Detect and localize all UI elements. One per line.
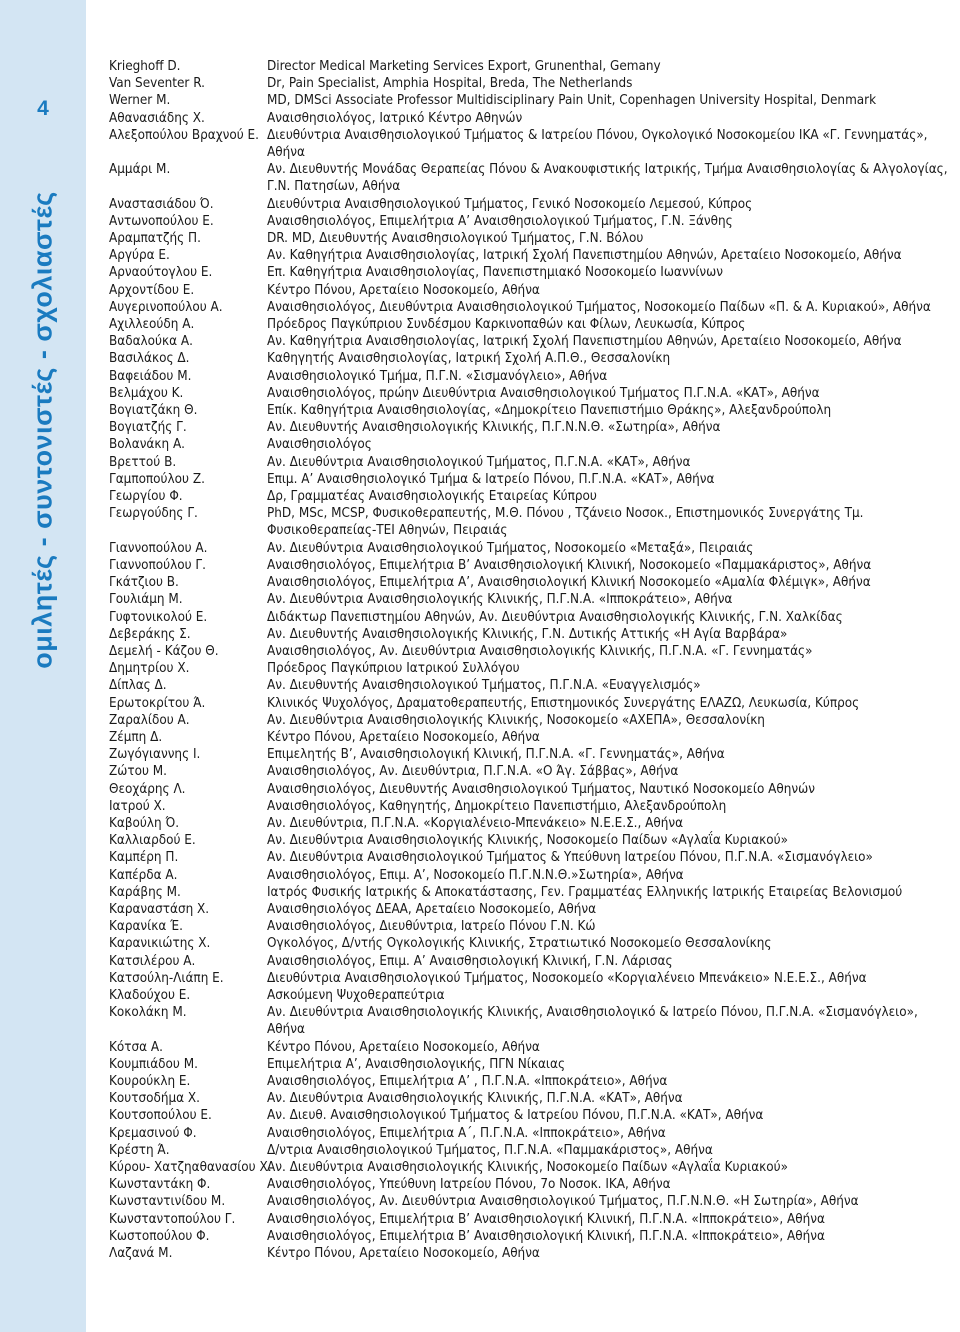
speaker-affiliation: Αν. Διευθύντρια, Π.Γ.Ν.Α. «Κοργιαλένειο-Μπενάκειο» Ν.Ε.Ε.Σ., Αθήνα [267, 815, 684, 831]
speaker-affiliation: Αν. Διευθυντής Μονάδας Θεραπείας Πόνου & Ανακουφιστικής Ιατρικής, Τμήμα Αναισθησιολογίας & Αλγολογίας, Γ.Ν. Πατησίων, Αθήνα [267, 162, 948, 195]
speaker-entry [109, 1159, 949, 1176]
speaker-affiliation: Αναισθησιολόγος, Διευθύντρια Αναισθησιολογικού Τμήματος, Νοσοκομείο Παίδων «Π. & Α. Κυριακού», Αθήνα [267, 299, 931, 315]
speaker-entry [109, 1056, 949, 1073]
speaker-affiliation: Αν. Διευθ. Αναισθησιολογικού Τμήματος & Ιατρείου Πόνου, Π.Γ.Ν.Α. «ΚΑΤ», Αθήνα [267, 1108, 764, 1124]
speaker-affiliation: Ογκολόγος, Δ/ντής Ογκολογικής Κλινικής, Στρατιωτικό Νοσοκομείο Θεσσαλονίκης [267, 936, 772, 952]
speaker-name: Βαδαλούκα Α. [109, 334, 193, 350]
speaker-name: Κοκολάκη Μ. [109, 1005, 187, 1021]
speaker-entry [109, 264, 949, 281]
speaker-name: Κουτσοδήμα Χ. [109, 1091, 201, 1107]
speaker-affiliation: Αν. Διευθυντής Αναισθησιολογικής Κλινικής, Π.Γ.Ν.Ν.Θ. «Σωτηρία», Αθήνα [267, 420, 721, 436]
speaker-affiliation: Αναισθησιολόγος, Επιμελήτρια Β’ Αναισθησιολογική Κλινική, Π.Γ.Ν.Α. «Ιπποκράτειο», Αθήνα [267, 1228, 825, 1244]
speaker-name: Αλεξοπούλου Βραχνού Ε. [109, 127, 259, 143]
speaker-affiliation: Πρόεδρος Παγκύπριου Ιατρικού Συλλόγου [267, 661, 520, 677]
speaker-entry [109, 867, 949, 884]
speaker-affiliation: Κέντρο Πόνου, Αρεταίειο Νοσοκομείο, Αθήνα [267, 1039, 540, 1055]
speaker-entry [109, 695, 949, 712]
speaker-entry [109, 591, 949, 608]
speaker-entry [109, 746, 949, 763]
speaker-affiliation: Αναισθησιολόγος, Επιμελήτρια Α’ Αναισθησιολογικού Τμήματος, Γ.Ν. Ξάνθης [267, 213, 733, 229]
speaker-affiliation: Director Medical Marketing Services Export, Grunenthal, Gemany [267, 59, 661, 74]
speaker-affiliation: Αναισθησιολόγος, Επιμ. Α’, Νοσοκομείο Π.Γ.Ν.Ν.Θ.»Σωτηρία», Αθήνα [267, 867, 684, 883]
speaker-entry [109, 402, 949, 419]
speaker-entry [109, 953, 949, 970]
speaker-entry [109, 677, 949, 694]
speaker-name: Γιαννοπούλου Γ. [109, 557, 206, 573]
speaker-name: Γεωργίου Φ. [109, 489, 183, 505]
speaker-affiliation: Αναισθησιολόγος, Αν. Διευθύντρια, Π.Γ.Ν.Α. «Ο Άγ. Σάββας», Αθήνα [267, 764, 679, 780]
speaker-affiliation: MD, DMSci Associate Professor Multidisciplinary Pain Unit, Copenhagen University Hospital, Denmark [267, 93, 877, 109]
speaker-entry [109, 1107, 949, 1124]
speaker-entry [109, 110, 949, 127]
speaker-name: Γυφτονικολού Ε. [109, 609, 208, 625]
speaker-entry [109, 161, 949, 195]
speaker-entry [109, 505, 949, 539]
speaker-entry [109, 1228, 949, 1245]
speaker-entry [109, 58, 949, 75]
speaker-affiliation: Δ/ντρια Αναισθησιολογικού Τμήματος, Π.Γ.Ν.Α. «Παμμακάριστος», Αθήνα [267, 1142, 713, 1158]
speaker-entry [109, 230, 949, 247]
speaker-name: Κατσιλέρου Α. [109, 953, 196, 969]
speaker-entry [109, 557, 949, 574]
speaker-name: Γιαννοπούλου Α. [109, 540, 208, 556]
speaker-name: Καβούλη Ό. [109, 815, 180, 831]
speaker-name: Ζωγόγιαννης Ι. [109, 747, 201, 763]
speaker-entry [109, 436, 949, 453]
sidebar-title: ομιλητές - συντονιστές - σχολιαστές [27, 191, 58, 669]
speaker-entry [109, 1211, 949, 1228]
speaker-entry [109, 350, 949, 367]
speaker-affiliation: Αναισθησιολόγος, πρώην Διευθύντρια Αναισθησιολογικού Τμήματος Π.Γ.Ν.Α. «ΚΑΤ», Αθήνα [267, 385, 820, 401]
speaker-name: Κουρούκλη Ε. [109, 1073, 191, 1089]
speaker-affiliation: Αν. Διευθύντρια Αναισθησιολογικού Τμήματος, Π.Γ.Ν.Α. «ΚΑΤ», Αθήνα [267, 454, 691, 470]
speaker-name: Καρανικιώτης Χ. [109, 936, 211, 952]
speaker-name: Κωνσταντινίδου Μ. [109, 1194, 226, 1210]
page-number: 4 [37, 97, 49, 120]
speaker-entry [109, 316, 949, 333]
speaker-entry [109, 901, 949, 918]
speaker-name: Κρεμασινού Φ. [109, 1125, 197, 1141]
speaker-affiliation: Αναισθησιολόγος, Επιμελήτρια Β’ Αναισθησιολογική Κλινική, Π.Γ.Ν.Α. «Ιπποκράτειο», Αθήνα [267, 1211, 825, 1227]
speaker-entry [109, 815, 949, 832]
speaker-entry [109, 849, 949, 866]
speaker-affiliation: Αναισθησιολόγος, Αν. Διευθύντρια Αναισθησιολογικού Τμήματος, Π.Γ.Ν.Ν.Θ. «Η Σωτηρία», Αθήνα [267, 1194, 859, 1210]
speaker-name: Αθανασιάδης Χ. [109, 110, 205, 126]
speaker-affiliation: Αν. Καθηγήτρια Αναισθησιολογίας, Ιατρική Σχολή Πανεπιστημίου Αθηνών, Αρεταίειο Νοσοκομείο, Αθήνα [267, 248, 902, 264]
speaker-entry [109, 333, 949, 350]
speaker-entry [109, 213, 949, 230]
speaker-name: Γαμποπούλου Ζ. [109, 471, 205, 487]
speaker-affiliation: Ιατρός Φυσικής Ιατρικής & Αποκατάστασης, Γεν. Γραμματέας Ελληνικής Ιατρικής Εταιρείας Βελονισμού [267, 884, 903, 900]
speaker-name: Βαφειάδου Μ. [109, 368, 192, 384]
speaker-affiliation: Αν. Διευθύντρια Αναισθησιολογικού Τμήματος & Υπεύθυνη Ιατρείου Πόνου, Π.Γ.Ν.Α. «Σισμανόγλειο» [267, 850, 873, 866]
speaker-name: Αναστασιάδου Ό. [109, 196, 214, 212]
speaker-name: Αμμάρι Μ. [109, 162, 171, 178]
speaker-entry [109, 368, 949, 385]
speaker-affiliation: Διευθύντρια Αναισθησιολογικού Τμήματος, Γενικό Νοσοκομείο Λεμεσού, Κύπρος [267, 196, 753, 212]
speaker-entry [109, 609, 949, 626]
speaker-affiliation: Επιμ. Α’ Αναισθησιολογικό Τμήμα & Ιατρείο Πόνου, Π.Γ.Ν.Α. «ΚΑΤ», Αθήνα [267, 471, 715, 487]
speaker-entry [109, 540, 949, 557]
speaker-affiliation: Αναισθησιολόγος, Επιμελήτρια Β’ Αναισθησιολογική Κλινική, Νοσοκομείο «Παμμακάριστος», Αθήνα [267, 557, 872, 573]
speaker-name: Κρέστη Ά. [109, 1142, 170, 1158]
speaker-entry [109, 574, 949, 591]
speaker-affiliation: Αν. Διευθύντρια Αναισθησιολογικής Κλινικής, Νοσοκομείο «ΑΧΕΠΑ», Θεσσαλονίκη [267, 712, 765, 728]
speaker-entry [109, 987, 949, 1004]
speaker-entry [109, 832, 949, 849]
speaker-affiliation: Αναισθησιολόγος, Ιατρικό Κέντρο Αθηνών [267, 110, 523, 126]
speaker-affiliation: Αν. Διευθύντρια Αναισθησιολογικής Κλινικής, Νοσοκομείο Παίδων «Αγλαΐα Κυριακού» [267, 833, 788, 849]
speaker-entry [109, 763, 949, 780]
speaker-affiliation: Αν. Διευθύντρια Αναισθησιολογικής Κλινικής, Αναισθησιολογικό & Ιατρείο Πόνου, Π.Γ.Ν.Α. «Σισμανόγλειο», Αθήνα [267, 1005, 918, 1038]
speaker-name: Βογιατζάκη Θ. [109, 403, 198, 419]
speaker-affiliation: Αν. Διευθυντής Αναισθησιολογικού Τμήματος, Π.Γ.Ν.Α. «Ευαγγελισμός» [267, 678, 701, 694]
speaker-entry [109, 419, 949, 436]
speaker-affiliation: Επιμελητής Β’, Αναισθησιολογική Κλινική, Π.Γ.Ν.Α. «Γ. Γεννηματάς», Αθήνα [267, 747, 725, 763]
speaker-name: Κλαδούχου Ε. [109, 987, 191, 1003]
speaker-name: Βρεττού Β. [109, 454, 177, 470]
speaker-name: Αρναούτογλου Ε. [109, 265, 213, 281]
speaker-name: Δεμελή - Κάζου Θ. [109, 643, 219, 659]
speaker-entry [109, 1125, 949, 1142]
speaker-entry [109, 1245, 949, 1262]
speaker-name: Βελμάχου Κ. [109, 385, 184, 401]
speaker-name: Δεβεράκης Σ. [109, 626, 191, 642]
speaker-entry [109, 729, 949, 746]
speaker-entry [109, 1193, 949, 1210]
speaker-name: Καλλιαρδού Ε. [109, 833, 196, 849]
speaker-entry [109, 1004, 949, 1038]
speaker-entry [109, 127, 949, 161]
speaker-affiliation: Επ. Καθηγήτρια Αναισθησιολογίας, Πανεπιστημιακό Νοσοκομείο Ιωαννίνων [267, 265, 723, 281]
speaker-name: Κουτσοπούλου Ε. [109, 1108, 212, 1124]
speaker-name: Κωνσταντοπούλου Γ. [109, 1211, 236, 1227]
speaker-entry [109, 798, 949, 815]
speaker-entry [109, 643, 949, 660]
speaker-name: Κύρου- Χατζηαθανασίου Χ. [109, 1160, 272, 1175]
speaker-affiliation: Κέντρο Πόνου, Αρεταίειο Νοσοκομείο, Αθήνα [267, 282, 540, 298]
speaker-affiliation: Αναισθησιολόγος, Διευθυντής Αναισθησιολογικού Τμήματος, Ναυτικό Νοσοκομείο Αθηνών [267, 781, 815, 797]
speaker-affiliation: Αν. Καθηγήτρια Αναισθησιολογίας, Ιατρική Σχολή Πανεπιστημίου Αθηνών, Αρεταίειο Νοσοκομείο, Αθήνα [267, 334, 902, 350]
speaker-affiliation: Διευθύντρια Αναισθησιολογικού Τμήματος & Ιατρείου Πόνου, Ογκολογικό Νοσοκομείου ΙΚΑ «Γ. Γεννηματάς», Αθήνα [267, 127, 928, 161]
speaker-affiliation: Αν. Διευθύντρια Αναισθησιολογικής Κλινικής, Π.Γ.Ν.Α. «Ιπποκράτειο», Αθήνα [267, 592, 733, 608]
speaker-affiliation: Αναισθησιολόγος, Καθηγητής, Δημοκρίτειο Πανεπιστήμιο, Αλεξανδρούπολη [267, 798, 727, 814]
speaker-name: Αχιλλεούδη Α. [109, 317, 195, 333]
speaker-entry [109, 935, 949, 952]
speaker-affiliation: Αν. Διευθύντρια Αναισθησιολογικού Τμήματος, Νοσοκομείο «Μεταξά», Πειραιάς [267, 540, 754, 556]
speaker-affiliation: Αναισθησιολόγος, Επιμελήτρια Α’ , Π.Γ.Ν.Α. «Ιπποκράτειο», Αθήνα [267, 1073, 668, 1089]
speaker-affiliation: Κέντρο Πόνου, Αρεταίειο Νοσοκομείο, Αθήνα [267, 1246, 540, 1262]
speaker-name: Δημητρίου Χ. [109, 661, 190, 677]
speaker-name: Ιατρού Χ. [109, 798, 166, 814]
speaker-entry [109, 282, 949, 299]
speaker-name: Βογιατζής Γ. [109, 420, 187, 436]
speaker-entry [109, 92, 949, 109]
speaker-affiliation: Αν. Διευθύντρια Αναισθησιολογικής Κλινικής, Νοσοκομείο Παίδων «Αγλαΐα Κυριακού» [267, 1160, 788, 1175]
speaker-name: Αραμπατζής Π. [109, 231, 201, 247]
speaker-entry [109, 75, 949, 92]
speaker-entry [109, 1176, 949, 1193]
speaker-affiliation: Αν. Διευθύντρια Αναισθησιολογικής Κλινικής, Π.Γ.Ν.Α. «ΚΑΤ», Αθήνα [267, 1091, 683, 1107]
speaker-name: Γκάτζιου Β. [109, 575, 179, 591]
speaker-name: Καραναστάση Χ. [109, 901, 210, 917]
speaker-name: Δίπλας Δ. [109, 678, 167, 694]
speaker-name: Αυγερινοπούλου Α. [109, 299, 223, 315]
speaker-name: Κωστοπούλου Φ. [109, 1228, 210, 1244]
speaker-name: Βασιλάκος Δ. [109, 351, 190, 367]
speaker-affiliation: Διευθύντρια Αναισθησιολογικού Τμήματος, Νοσοκομείο «Κοργιαλένειο Μπενάκειο» Ν.Ε.Ε.Σ., Αθήνα [267, 970, 867, 986]
speaker-name: Καπέρδα Α. [109, 867, 178, 883]
speaker-name: Αρχοντίδου Ε. [109, 282, 195, 298]
speaker-affiliation: Αναισθησιολόγος ΔΕΑΑ, Αρεταίειο Νοσοκομείο, Αθήνα [267, 901, 597, 917]
speaker-name: Θεοχάρης Λ. [109, 781, 186, 797]
speaker-entry [109, 712, 949, 729]
speaker-entry [109, 1090, 949, 1107]
speaker-affiliation: Διδάκτωρ Πανεπιστημίου Αθηνών, Αν. Διευθύντρια Αναισθησιολογικής Κλινικής, Γ.Ν. Χαλκίδας [267, 609, 843, 625]
speaker-name: Werner M. [109, 93, 171, 109]
speaker-affiliation: Αναισθησιολόγος, Επιμελήτρια Α’, Αναισθησιολογική Κλινική Νοσοκομείο «Αμαλία Φλέμιγκ», Αθήνα [267, 575, 871, 591]
speaker-entry [109, 1142, 949, 1159]
speaker-entry [109, 385, 949, 402]
speaker-affiliation: Κλινικός Ψυχολόγος, Δραματοθεραπευτής, Επιστημονικός Συνεργάτης ΕΛΑΖΩ, Λευκωσία, Κύπρος [267, 695, 860, 711]
speaker-entry [109, 884, 949, 901]
speaker-affiliation: Αναισθησιολόγος, Διευθύντρια, Ιατρείο Πόνου Γ.Ν. Κώ [267, 919, 596, 935]
speaker-affiliation: Επίκ. Καθηγήτρια Αναισθησιολογίας, «Δημοκρίτειο Πανεπιστήμιο Θράκης», Αλεξανδρούπολη [267, 403, 832, 419]
speaker-affiliation: Αναισθησιολόγος, Επιμελήτρια Α΄, Π.Γ.Ν.Α. «Ιπποκράτειο», Αθήνα [267, 1125, 666, 1141]
speaker-name: Γεωργούδης Γ. [109, 506, 198, 522]
speaker-name: Van Seventer R. [109, 76, 205, 92]
speaker-affiliation: Αναισθησιολόγος [267, 437, 372, 453]
speaker-affiliation: Dr, Pain Specialist, Amphia Hospital, Breda, The Netherlands [267, 76, 633, 92]
speaker-list [109, 58, 949, 1262]
speaker-affiliation: Δρ, Γραμματέας Αναισθησιολογικής Εταιρείας Κύπρου [267, 489, 597, 505]
speaker-name: Κότσα Α. [109, 1039, 163, 1055]
speaker-name: Κωνσταντάκη Φ. [109, 1177, 211, 1193]
speaker-affiliation: DR. MD, Διευθυντής Αναισθησιολογικού Τμήματος, Γ.Ν. Βόλου [267, 231, 644, 247]
speaker-name: Ερωτοκρίτου Ά. [109, 695, 206, 711]
speaker-name: Καρανίκα Έ. [109, 919, 183, 935]
speaker-name: Αργύρα Ε. [109, 248, 170, 264]
speaker-name: Λαζανά Μ. [109, 1246, 173, 1262]
speaker-name: Krieghoff D. [109, 59, 181, 74]
speaker-entry [109, 299, 949, 316]
speaker-entry [109, 247, 949, 264]
speaker-entry [109, 918, 949, 935]
speaker-entry [109, 781, 949, 798]
speaker-affiliation: Πρόεδρος Παγκύπριου Συνδέσμου Καρκινοπαθών και Φίλων, Λευκωσία, Κύπρος [267, 317, 746, 333]
speaker-name: Κουμπιάδου Μ. [109, 1056, 198, 1072]
speaker-affiliation: Επιμελήτρια Α’, Αναισθησιολογικής, ΠΓΝ Νίκαιας [267, 1056, 566, 1072]
speaker-name: Αντωνοπούλου Ε. [109, 213, 214, 229]
speaker-name: Γουλιάμη Μ. [109, 592, 183, 608]
speaker-name: Καμπέρη Π. [109, 850, 179, 866]
speaker-affiliation: Καθηγητής Αναισθησιολογίας, Ιατρική Σχολή Α.Π.Θ., Θεσσαλονίκη [267, 351, 671, 367]
speaker-entry [109, 488, 949, 505]
speaker-entry [109, 660, 949, 677]
speaker-name: Κατσούλη-Λιάπη Ε. [109, 970, 224, 986]
speaker-affiliation: Ασκούμενη Ψυχοθεραπεύτρια [267, 987, 445, 1003]
speaker-affiliation: PhD, MSc, MCSP, Φυσικοθεραπευτής, Μ.Θ. Πόνου , Τζάνειο Νοσοκ., Επιστημονικός Συνεργάτης Τμ. Φυσικοθεραπείας-ΤΕΙ Αθηνών, Πειραιάς [267, 506, 864, 539]
speaker-affiliation: Αναισθησιολόγος, Υπεύθυνη Ιατρείου Πόνου, 7ο Νοσοκ. ΙΚΑ, Αθήνα [267, 1177, 671, 1193]
sidebar-band [0, 0, 86, 1332]
speaker-entry [109, 196, 949, 213]
speaker-name: Ζέμπη Δ. [109, 729, 163, 745]
speaker-affiliation: Αν. Διευθυντής Αναισθησιολογικής Κλινικής, Γ.Ν. Δυτικής Αττικής «Η Αγία Βαρβάρα» [267, 626, 788, 642]
speaker-entry [109, 471, 949, 488]
speaker-affiliation: Αναισθησιολογικό Τμήμα, Π.Γ.Ν. «Σισμανόγλειο», Αθήνα [267, 368, 608, 384]
speaker-entry [109, 1073, 949, 1090]
speaker-entry [109, 970, 949, 987]
speaker-name: Ζώτου Μ. [109, 764, 167, 780]
speaker-name: Καράβης Μ. [109, 884, 181, 900]
speaker-entry [109, 1039, 949, 1056]
speaker-name: Ζαραλίδου Α. [109, 712, 190, 728]
speaker-entry [109, 454, 949, 471]
speaker-entry [109, 626, 949, 643]
speaker-affiliation: Κέντρο Πόνου, Αρεταίειο Νοσοκομείο, Αθήνα [267, 729, 540, 745]
speaker-name: Βολανάκη Α. [109, 437, 186, 453]
speaker-affiliation: Αναισθησιολόγος, Επιμ. Α’ Αναισθησιολογική Κλινική, Γ.Ν. Λάρισας [267, 953, 673, 969]
speaker-affiliation: Αναισθησιολόγος, Αν. Διευθύντρια Αναισθησιολογικής Κλινικής, Π.Γ.Ν.Α. «Γ. Γεννηματάς» [267, 643, 813, 659]
